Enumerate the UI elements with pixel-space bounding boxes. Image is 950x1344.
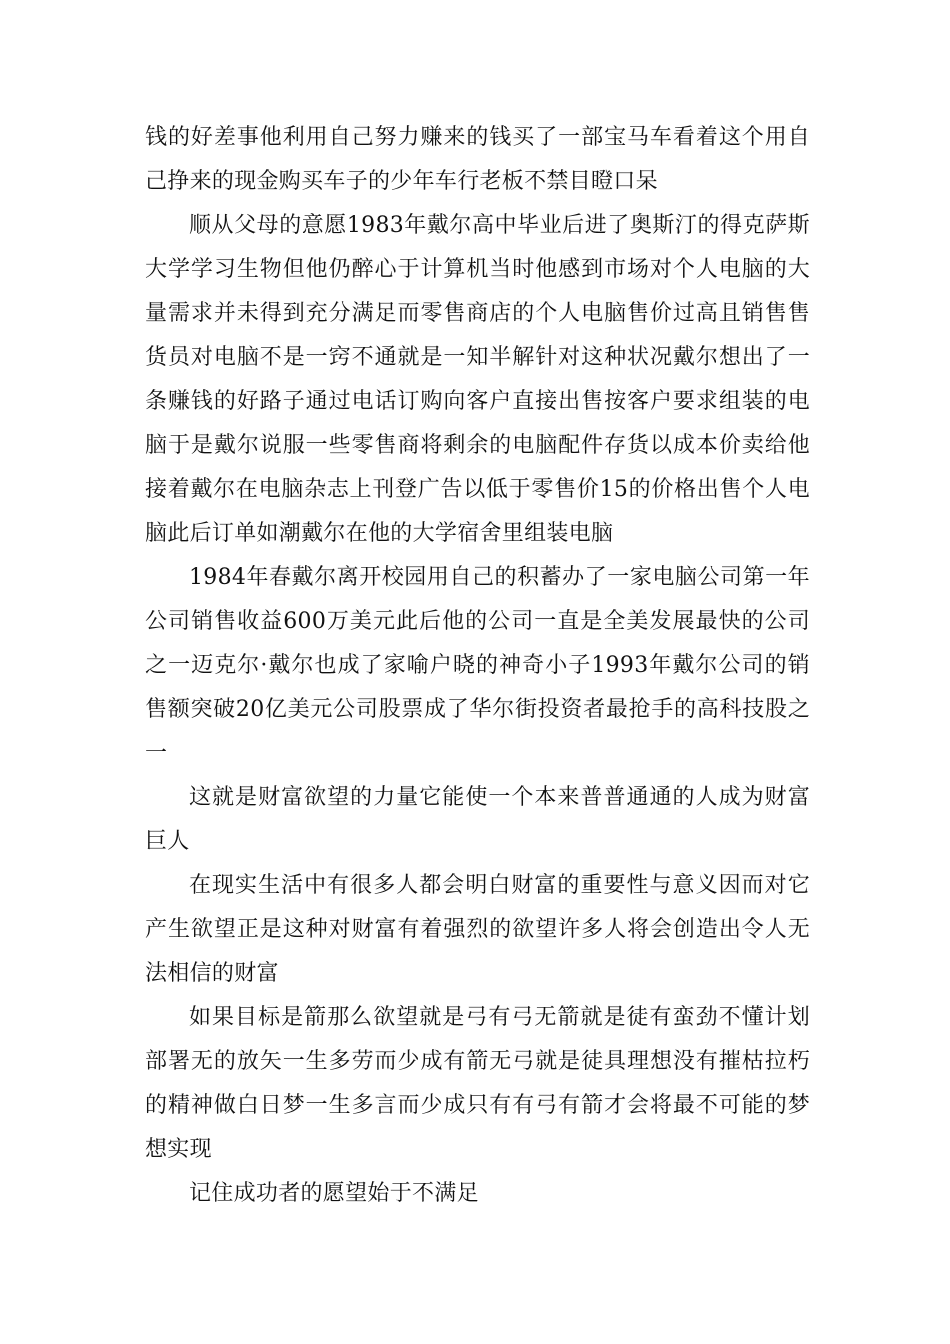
paragraph-6: 如果目标是箭那么欲望就是弓有弓无箭就是徒有蛮劲不懂计划部署无的放矢一生多劳而少成有箭无弓就是徒具理想没有摧枯拉朽的精神做白日梦一生多言而少成只有有弓有箭才会将最不可能的梦想实现 [145, 1005, 810, 1162]
paragraph-1: 钱的好差事他利用自己努力赚来的钱买了一部宝马车看着这个用自己挣来的现金购买车子的少年车行老板不禁目瞪口呆 [145, 125, 810, 194]
paragraph-2: 顺从父母的意愿1983年戴尔高中毕业后进了奥斯汀的得克萨斯大学学习生物但他仍醉心于计算机当时他感到市场对个人电脑的大量需求并未得到充分满足而零售商店的个人电脑售价过高且销售售货员对电脑不是一窍不通就是一知半解针对这种状况戴尔想出了一条赚钱的好路子通过电话订购向客户直接出售按客户要求组装的电脑于是戴尔说服一些零售商将剩余的电脑配件存货以成本价卖给他接着戴尔在电脑杂志上刊登广告以低于零售价15的价格出售个人电脑此后订单如潮戴尔在他的大学宿舍里组装电脑 [145, 213, 810, 546]
paragraph-5: 在现实生活中有很多人都会明白财富的重要性与意义因而对它产生欲望正是这种对财富有着强烈的欲望许多人将会创造出令人无法相信的财富 [145, 873, 810, 986]
document-body [145, 116, 810, 1216]
paragraph-7: 记住成功者的愿望始于不满足 [189, 1181, 479, 1206]
paragraph-3: 1984年春戴尔离开校园用自己的积蓄办了一家电脑公司第一年公司销售收益600万美元此后他的公司一直是全美发展最快的公司之一迈克尔·戴尔也成了家喻户晓的神奇小子1993年戴尔公司的销售额突破20亿美元公司股票成了华尔街投资者最抢手的高科技股之一 [145, 565, 810, 766]
paragraph-4: 这就是财富欲望的力量它能使一个本来普普通通的人成为财富巨人 [145, 785, 810, 854]
